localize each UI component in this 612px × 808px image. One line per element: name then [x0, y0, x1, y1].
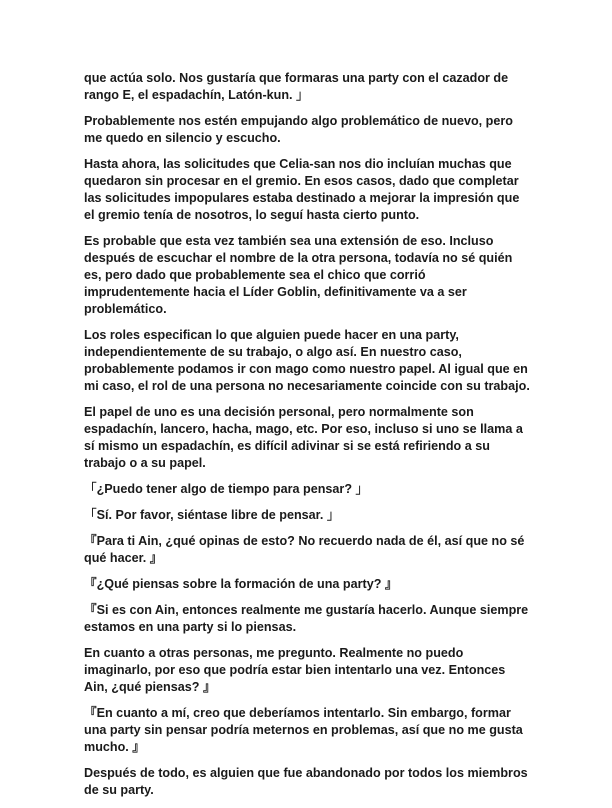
dialogue-line: 『En cuanto a mí, creo que deberíamos intentarlo. Sin embargo, formar una party sin pensar podría meternos en problemas, así que no me gusta mucho. 』 [84, 706, 523, 754]
dialogue-line: En cuanto a otras personas, me pregunto. Realmente no puedo imaginarlo, por eso que podría estar bien intentarlo una vez. Entonces Ain, ¿qué piensas? 』 [84, 646, 506, 694]
paragraph: Hasta ahora, las solicitudes que Celia-san nos dio incluían muchas que quedaron sin procesar en el gremio. En esos casos, dado que completar las solicitudes impopulares estaba destinado a mejorar la impresión que el gremio tenía de nosotros, lo seguí hasta cierto punto. [84, 157, 520, 222]
paragraph: que actúa solo. Nos gustaría que formaras una party con el cazador de rango E, el espadachín, Latón-kun. 」 [84, 71, 509, 102]
paragraph: Probablemente nos estén empujando algo problemático de nuevo, pero me quedo en silencio y escucho. [84, 114, 513, 145]
document-page [84, 70, 532, 808]
dialogue-line: 『Para ti Ain, ¿qué opinas de esto? No recuerdo nada de él, así que no sé qué hacer. 』 [84, 534, 525, 565]
paragraph: Después de todo, es alguien que fue abandonado por todos los miembros de su party. [84, 766, 528, 797]
dialogue-line: 「Sí. Por favor, siéntase libre de pensar. 」 [84, 508, 340, 522]
dialogue-line: 「¿Puedo tener algo de tiempo para pensar? 」 [84, 482, 369, 496]
dialogue-line: 『¿Qué piensas sobre la formación de una party? 』 [84, 577, 398, 591]
dialogue-line: 『Si es con Ain, entonces realmente me gustaría hacerlo. Aunque siempre estamos en una party si lo piensas. [84, 603, 529, 634]
paragraph: El papel de uno es una decisión personal, pero normalmente son espadachín, lancero, hacha, mago, etc. Por eso, incluso si uno se llama a sí mismo un espadachín, es difícil adivinar si se está refiriendo a su trabajo o a su papel. [84, 405, 523, 470]
paragraph: Los roles especifican lo que alguien puede hacer en una party, independientemente de su trabajo, o algo así. En nuestro caso, probablemente podamos ir con mago como nuestro papel. Al igual que en mi caso, el rol de una persona no necesariamente coincide con su trabajo. [84, 328, 530, 393]
paragraph: Es probable que esta vez también sea una extensión de eso. Incluso después de escuchar el nombre de la otra persona, todavía no sé quién es, pero dado que probablemente sea el chico que corrió imprudentemente hacia el Líder Goblin, definitivamente va a ser problemático. [84, 234, 513, 316]
